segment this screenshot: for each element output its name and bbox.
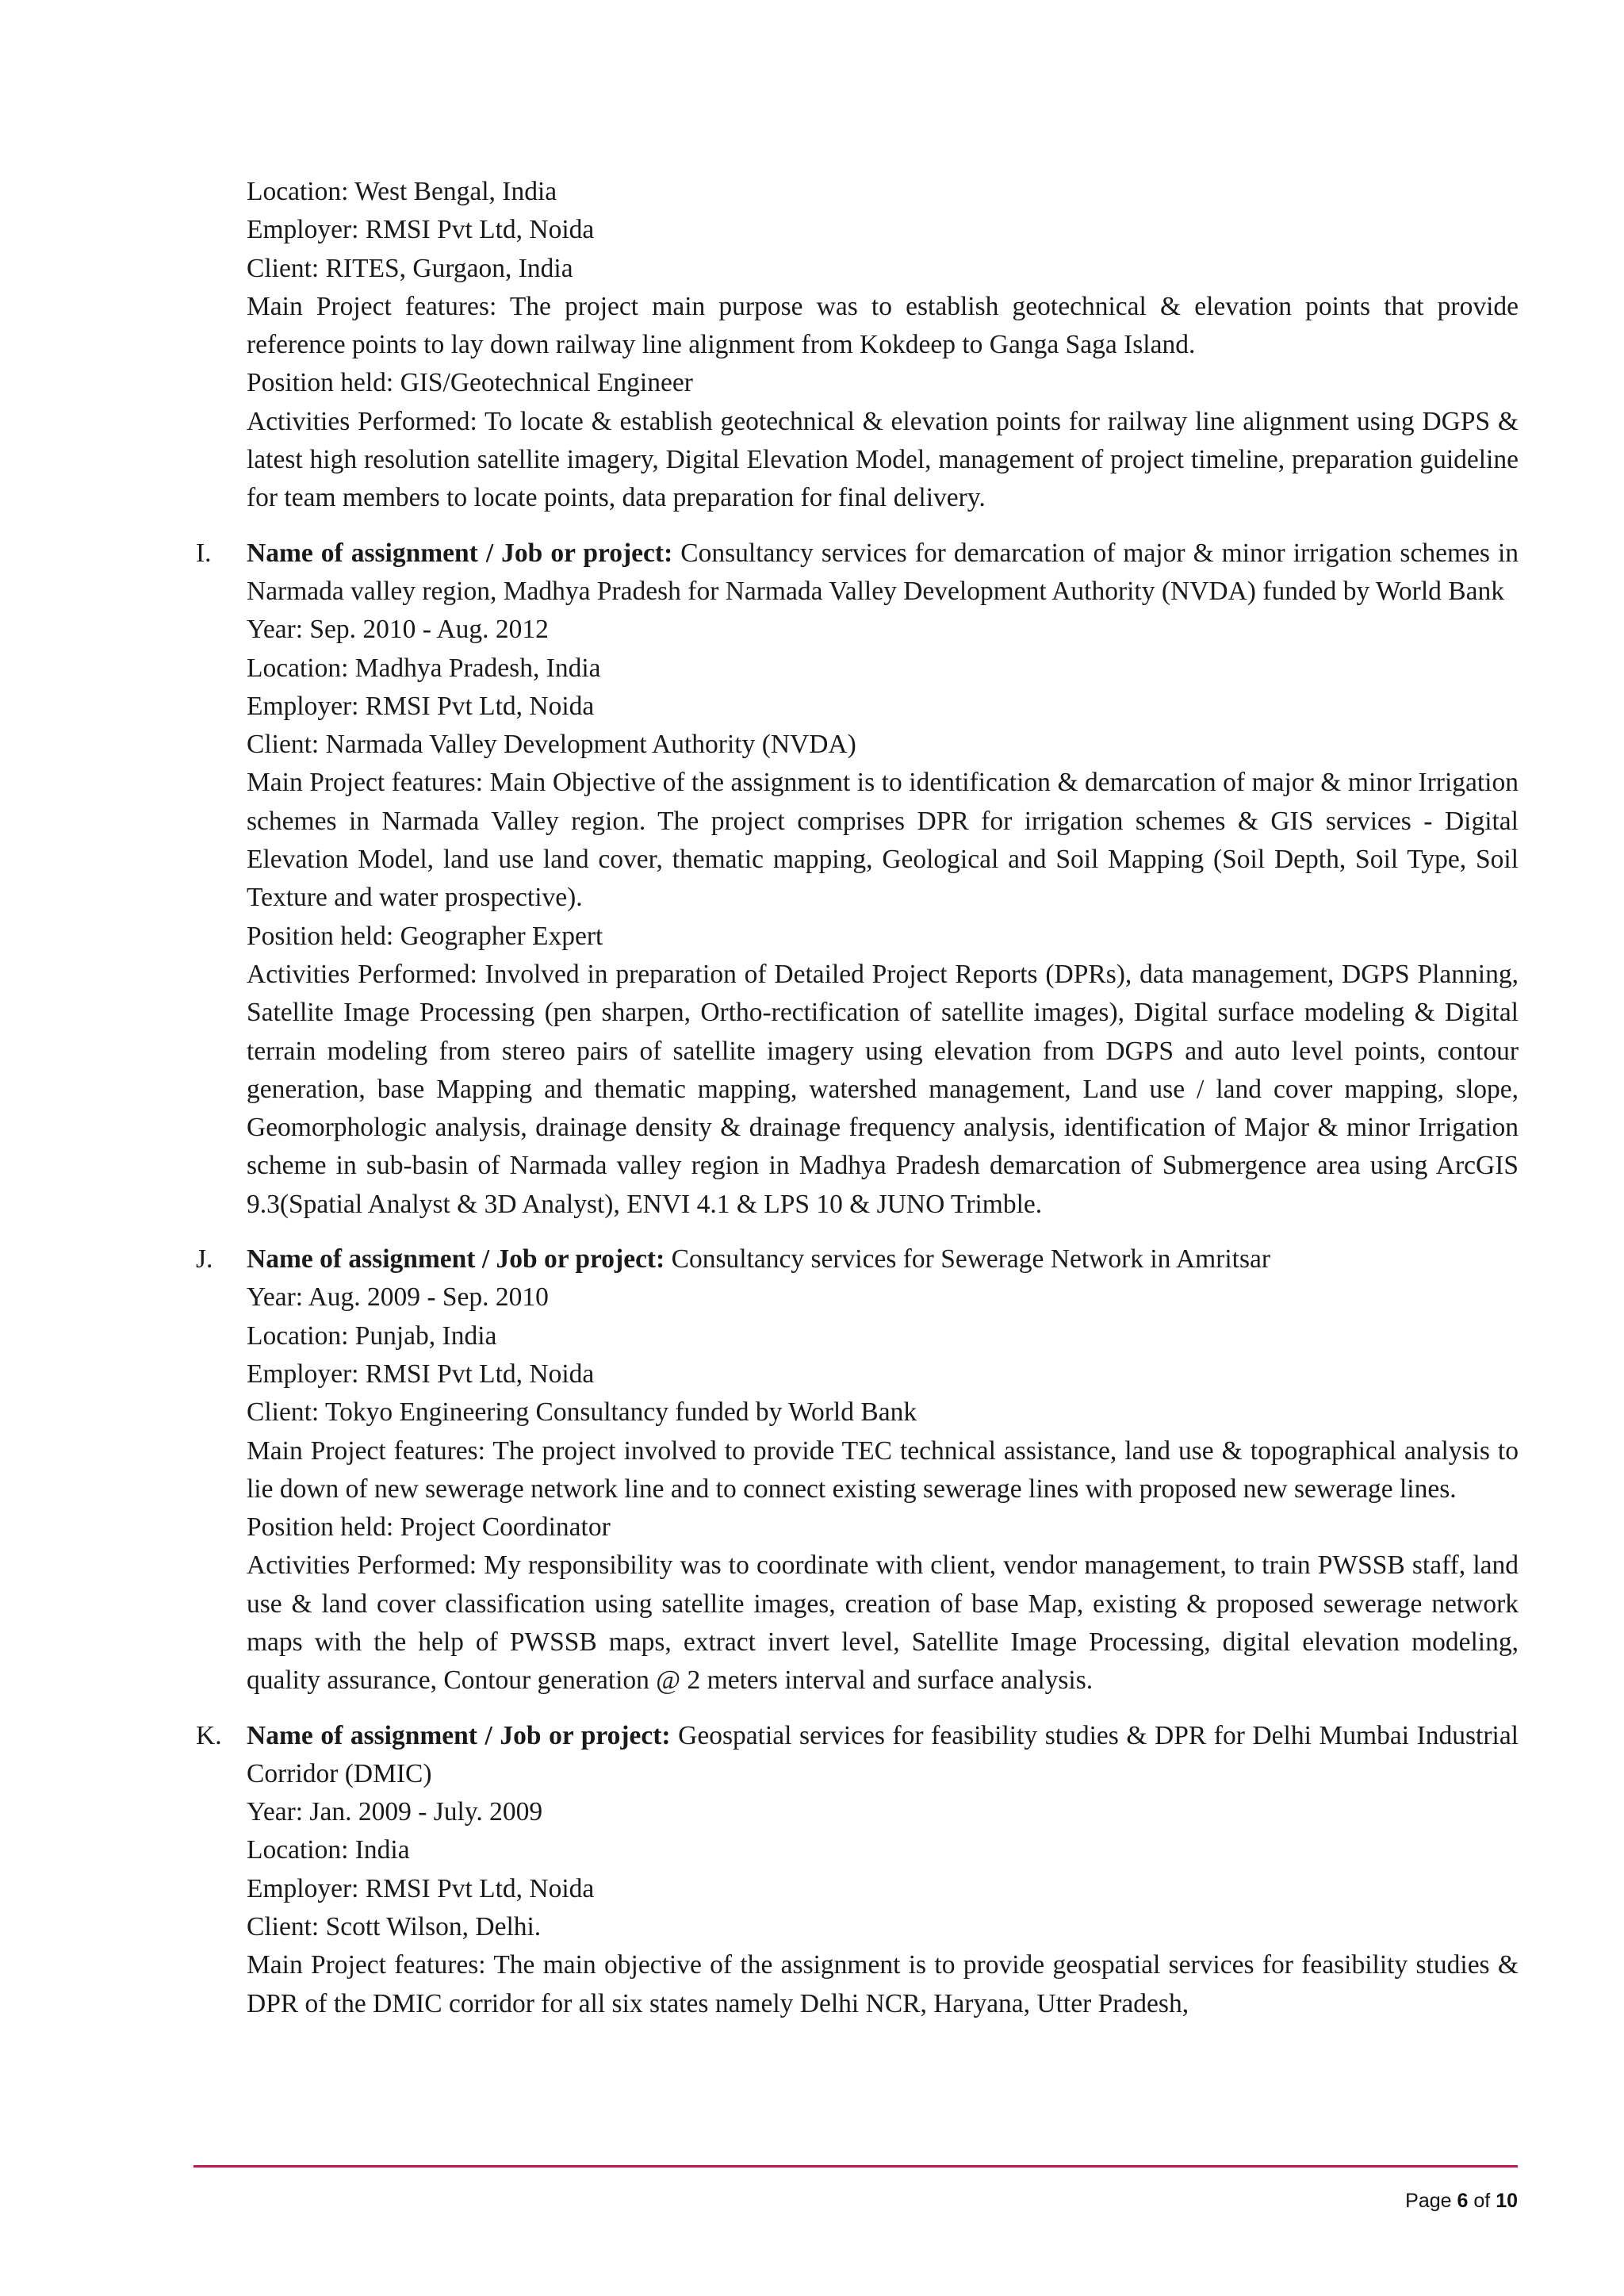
assignment-features: Main Project features: The main objective of the assignment is to provide geospatial services for feasibility studies & DPR of the DMIC corridor for all six states namely Delhi NCR, Haryana, Utter Pradesh, [247, 1950, 1519, 2018]
assignment-i [196, 535, 1519, 1224]
assignment-features: Main Project features: Main Objective of the assignment is to identification & demarcation of major & minor Irrigation schemes in Narmada Valley region. The project comprises DPR for irrigation schemes & GIS services - Digital Elevation Model, land use land cover, thematic mapping, Geological and Soil Mapping (Soil Depth, Soil Type, Soil Texture and water prospective). [247, 768, 1519, 913]
assignment-name: Consultancy services for demarcation of major & minor irrigation schemes in Narmada valley region, Madhya Pradesh for Narmada Valley Development Authority (NVDA) funded by World Bank [247, 538, 1519, 606]
assignment-year: Year: Sep. 2010 - Aug. 2012 [247, 615, 549, 645]
page-content [196, 173, 1519, 2023]
assignment-title [247, 1240, 1519, 1278]
page-number [1405, 2190, 1518, 2213]
page-current: 6 [1457, 2190, 1469, 2212]
intro-features: Main Project features: The project main purpose was to establish geotechnical & elevation points that provide reference points to lay down railway line alignment from Kokdeep to Ganga Saga Island. [247, 291, 1519, 360]
page-total: 10 [1496, 2190, 1518, 2212]
of-word: of [1473, 2190, 1491, 2212]
footer-divider [193, 2165, 1518, 2168]
assignment-activities: Activities Performed: Involved in preparation of Detailed Project Reports (DPRs), data management, DGPS Planning, Satellite Image Processing (pen sharpen, Ortho-rectification of satellite images), Digital surface modeling & Digital terrain modeling from stereo pairs of satellite imagery using elevation from DGPS and auto level points, contour generation, base Mapping and thematic mapping, watershed management, Land use / land cover mapping, slope, Geomorphologic analysis, drainage density & drainage frequency analysis, identification of Major & minor Irrigation scheme in sub-basin of Narmada valley region in Madhya Pradesh demarcation of Submergence area using ArcGIS 9.3(Spatial Analyst & 3D Analyst), ENVI 4.1 & LPS 10 & JUNO Trimble. [247, 959, 1519, 1219]
assignment-marker: I. [196, 538, 212, 568]
intro-employer: Employer: RMSI Pvt Ltd, Noida [247, 215, 595, 245]
assignment-marker: K. [196, 1720, 222, 1750]
assignment-client: Client: Tokyo Engineering Consultancy funded by World Bank [247, 1397, 917, 1428]
assignment-name: Consultancy services for Sewerage Network in Amritsar [665, 1244, 1271, 1274]
page-word: Page [1405, 2190, 1452, 2212]
intro-activities: Activities Performed: To locate & establish geotechnical & elevation points for railway line alignment using DGPS & latest high resolution satellite imagery, Digital Elevation Model, management of project timeline, preparation guideline for team members to locate points, data preparation for final delivery. [247, 406, 1519, 513]
assignment-location: Location: Madhya Pradesh, India [247, 653, 601, 683]
assignment-name: Geospatial services for feasibility studies & DPR for Delhi Mumbai Industrial Corridor (DMIC) [247, 1720, 1519, 1788]
intro-client: Client: RITES, Gurgaon, India [247, 253, 573, 283]
assignment-position: Position held: Geographer Expert [247, 921, 603, 951]
assignment-k [196, 1717, 1519, 2023]
assignment-marker: J. [196, 1244, 213, 1274]
assignment-label: Name of assignment / Job or project: [247, 1244, 665, 1274]
assignment-year: Year: Aug. 2009 - Sep. 2010 [247, 1282, 549, 1313]
assignment-employer: Employer: RMSI Pvt Ltd, Noida [247, 1359, 595, 1389]
intro-position: Position held: GIS/Geotechnical Engineer [247, 368, 693, 398]
assignment-title [247, 1717, 1519, 1794]
intro-block [247, 173, 1519, 518]
assignment-client: Client: Narmada Valley Development Authority (NVDA) [247, 730, 856, 760]
assignment-title [247, 535, 1519, 611]
assignment-label: Name of assignment / Job or project: [247, 538, 673, 568]
intro-location: Location: West Bengal, India [247, 177, 557, 206]
assignment-location: Location: India [247, 1835, 410, 1865]
assignment-label: Name of assignment / Job or project: [247, 1720, 671, 1750]
assignment-position: Position held: Project Coordinator [247, 1512, 611, 1543]
assignment-location: Location: Punjab, India [247, 1320, 497, 1351]
assignment-features: Main Project features: The project involved to provide TEC technical assistance, land use & topographical analysis to lie down of new sewerage network line and to connect existing sewerage lines with proposed new sewerage lines. [247, 1435, 1519, 1504]
assignment-activities: Activities Performed: My responsibility was to coordinate with client, vendor management, to train PWSSB staff, land use & land cover classification using satellite images, creation of base Map, existing & proposed sewerage network maps with the help of PWSSB maps, extract invert level, Satellite Image Processing, digital elevation modeling, quality assurance, Contour generation @ 2 meters interval and surface analysis. [247, 1550, 1519, 1696]
assignment-year: Year: Jan. 2009 - July. 2009 [247, 1797, 543, 1827]
assignment-employer: Employer: RMSI Pvt Ltd, Noida [247, 691, 595, 721]
assignment-client: Client: Scott Wilson, Delhi. [247, 1912, 542, 1942]
assignment-employer: Employer: RMSI Pvt Ltd, Noida [247, 1873, 595, 1903]
assignment-j [196, 1240, 1519, 1700]
